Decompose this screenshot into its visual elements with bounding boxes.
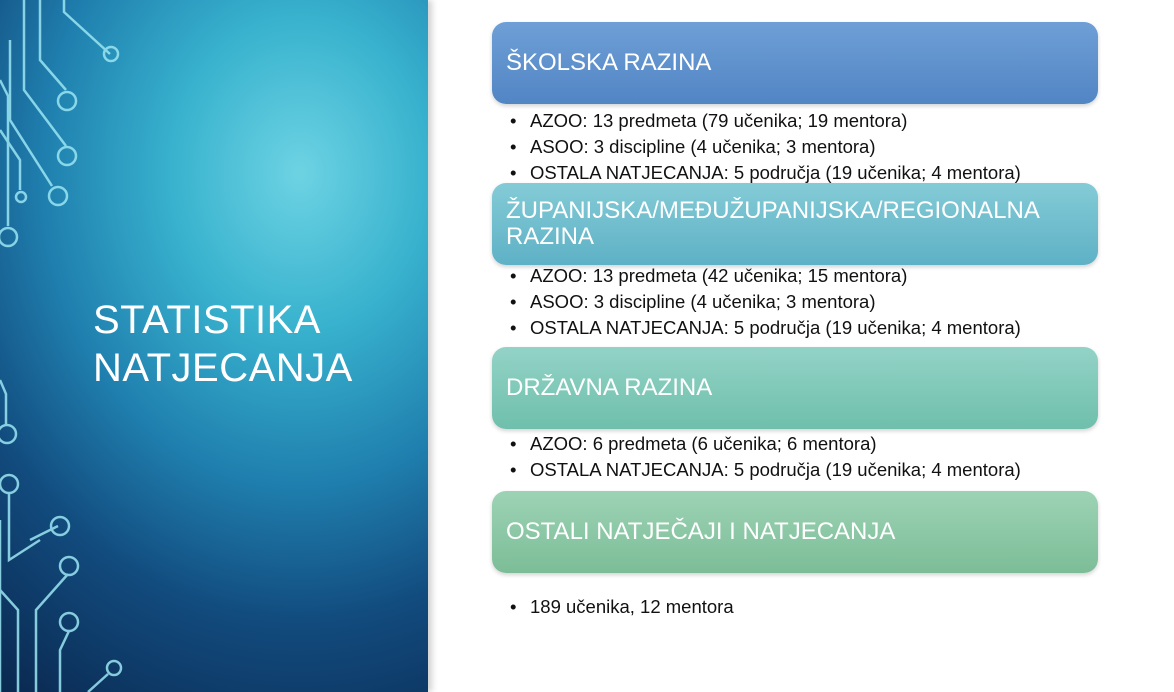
list-item: • OSTALA NATJECANJA: 5 područja (19 učenika; 4 mentora)	[510, 315, 1021, 341]
list-item: • ASOO: 3 discipline (4 učenika; 3 mentora)	[510, 134, 1021, 160]
list-item: • OSTALA NATJECANJA: 5 područja (19 učenika; 4 mentora)	[510, 457, 1021, 483]
section-heading-other-competitions	[492, 491, 1098, 573]
section-heading-label: ŠKOLSKA RAZINA	[506, 49, 712, 76]
section-heading-label: DRŽAVNA RAZINA	[506, 374, 713, 401]
list-item: • OSTALA NATJECANJA: 5 područja (19 učenika; 4 mentora)	[510, 160, 1021, 186]
list-item: • AZOO: 6 predmeta (6 učenika; 6 mentora)	[510, 431, 1021, 457]
section-heading-state-level	[492, 347, 1098, 429]
section-heading-county-level	[492, 183, 1098, 265]
list-item: • AZOO: 13 predmeta (42 učenika; 15 mentora)	[510, 263, 1021, 289]
school-level-list	[510, 108, 1021, 186]
other-competitions-list	[510, 594, 734, 620]
slide-title-line-2: NATJECANJA	[93, 346, 353, 390]
section-heading-school-level	[492, 22, 1098, 104]
slide-title-line-1: STATISTIKA	[93, 298, 321, 342]
state-level-list	[510, 431, 1021, 483]
list-item: • ASOO: 3 discipline (4 učenika; 3 mentora)	[510, 289, 1021, 315]
section-heading-label: OSTALI NATJEČAJI I NATJECANJA	[506, 518, 896, 545]
title-panel	[0, 0, 428, 692]
section-heading-label: ŽUPANIJSKA/MEĐUŽUPANIJSKA/REGIONALNA RAZINA	[506, 197, 1039, 250]
list-item: • 189 učenika, 12 mentora	[510, 594, 734, 620]
list-item: • AZOO: 13 predmeta (79 učenika; 19 mentora)	[510, 108, 1021, 134]
county-level-list	[510, 263, 1021, 341]
slide-title	[93, 296, 413, 392]
